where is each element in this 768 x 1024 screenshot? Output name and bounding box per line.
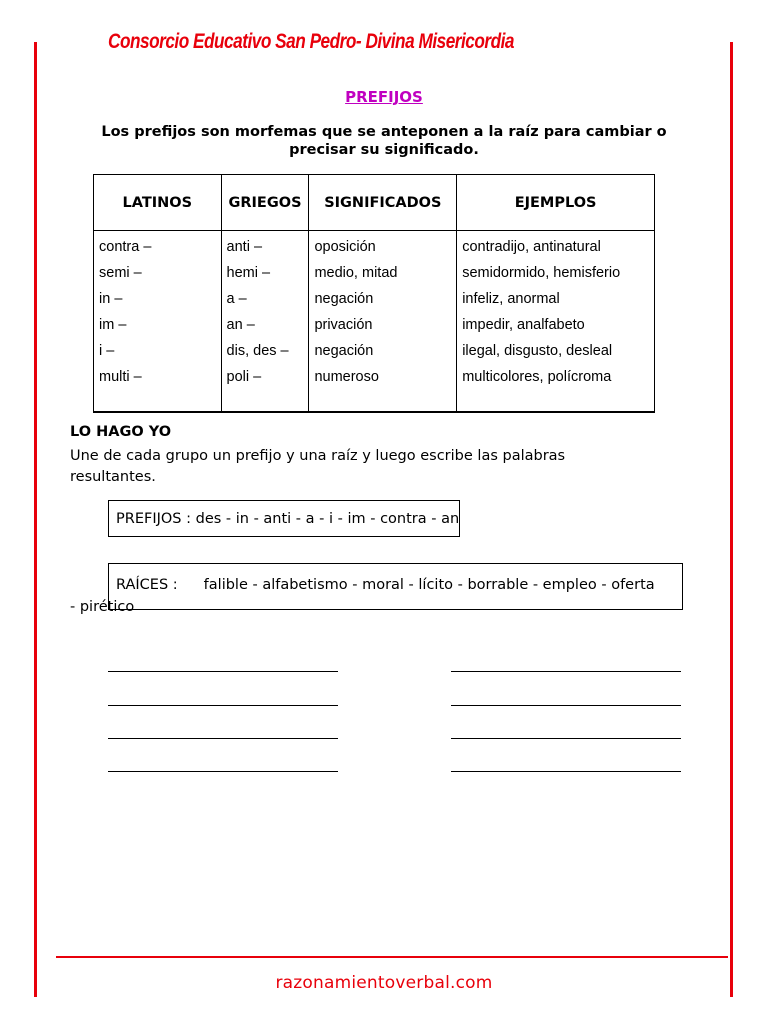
table-cell: in – bbox=[99, 291, 123, 307]
table-cell: im – bbox=[99, 317, 127, 333]
griegos-column bbox=[221, 231, 309, 413]
table-cell: anti – bbox=[226, 239, 263, 255]
prefix-table bbox=[93, 174, 655, 413]
table-cell: dis, des – bbox=[226, 343, 289, 359]
table-cell: a – bbox=[226, 291, 247, 307]
right-red-margin-line bbox=[730, 42, 733, 997]
table-cell: an – bbox=[226, 317, 255, 333]
raices-line bbox=[116, 577, 655, 593]
answer-line-right-3[interactable] bbox=[451, 738, 681, 739]
table-cell: multi – bbox=[99, 369, 142, 385]
table-cell: semidormido, hemisferio bbox=[462, 265, 621, 281]
page-title: PREFIJOS bbox=[345, 88, 423, 106]
table-cell: privación bbox=[314, 317, 373, 333]
header-ejemplos: EJEMPLOS bbox=[457, 175, 655, 231]
activity-instruction: Une de cada grupo un prefijo y una raíz y luego escribe las palabras resultantes. bbox=[70, 448, 566, 485]
table-cell: medio, mitad bbox=[314, 265, 398, 281]
table-cell: contradijo, antinatural bbox=[462, 239, 601, 255]
school-name: Consorcio Educativo San Pedro- Divina Misericordia bbox=[108, 30, 515, 53]
bottom-red-rule bbox=[56, 956, 728, 958]
header-griegos: GRIEGOS bbox=[221, 175, 309, 231]
answer-line-left-4[interactable] bbox=[108, 771, 338, 772]
answer-line-left-2[interactable] bbox=[108, 705, 338, 706]
ejemplos-column bbox=[457, 231, 655, 413]
answer-line-left-3[interactable] bbox=[108, 738, 338, 739]
table-cell: numeroso bbox=[314, 369, 379, 385]
raices-list: falible - alfabetismo - moral - lícito - borrable - empleo - oferta bbox=[203, 577, 655, 593]
table-cell: oposición bbox=[314, 239, 376, 255]
table-cell: contra – bbox=[99, 239, 152, 255]
table-header-row bbox=[94, 175, 655, 231]
latinos-column bbox=[94, 231, 222, 413]
table-cell: ilegal, disgusto, desleal bbox=[462, 343, 613, 359]
left-red-margin-line bbox=[34, 42, 37, 997]
table-cell: hemi – bbox=[226, 265, 271, 281]
raices-list-continuation: - pirético bbox=[70, 599, 135, 615]
raices-label: RAÍCES : bbox=[116, 577, 178, 593]
table-cell: impedir, analfabeto bbox=[462, 317, 585, 333]
prefijos-line bbox=[116, 511, 459, 527]
table-cell: semi – bbox=[99, 265, 142, 281]
prefijos-label: PREFIJOS : bbox=[116, 511, 191, 527]
activity-heading: LO HAGO YO bbox=[70, 424, 172, 440]
table-cell: infeliz, anormal bbox=[462, 291, 560, 307]
table-cell: negación bbox=[314, 291, 374, 307]
table-cell: multicolores, polícroma bbox=[462, 369, 612, 385]
table-cell: negación bbox=[314, 343, 374, 359]
header-significados: SIGNIFICADOS bbox=[309, 175, 457, 231]
table-cell: poli – bbox=[226, 369, 262, 385]
significados-column bbox=[309, 231, 457, 413]
answer-line-right-4[interactable] bbox=[451, 771, 681, 772]
table-cell: i – bbox=[99, 343, 115, 359]
prefijos-list: des - in - anti - a - i - im - contra - an bbox=[195, 511, 460, 527]
intro-paragraph: Los prefijos son morfemas que se anteponen a la raíz para cambiar o precisar su significado. bbox=[101, 124, 667, 158]
table-body-row bbox=[94, 231, 655, 413]
header-latinos: LATINOS bbox=[94, 175, 222, 231]
answer-line-right-2[interactable] bbox=[451, 705, 681, 706]
answer-line-right-1[interactable] bbox=[451, 671, 681, 672]
answer-line-left-1[interactable] bbox=[108, 671, 338, 672]
footer-website[interactable]: razonamientoverbal.com bbox=[275, 973, 493, 993]
